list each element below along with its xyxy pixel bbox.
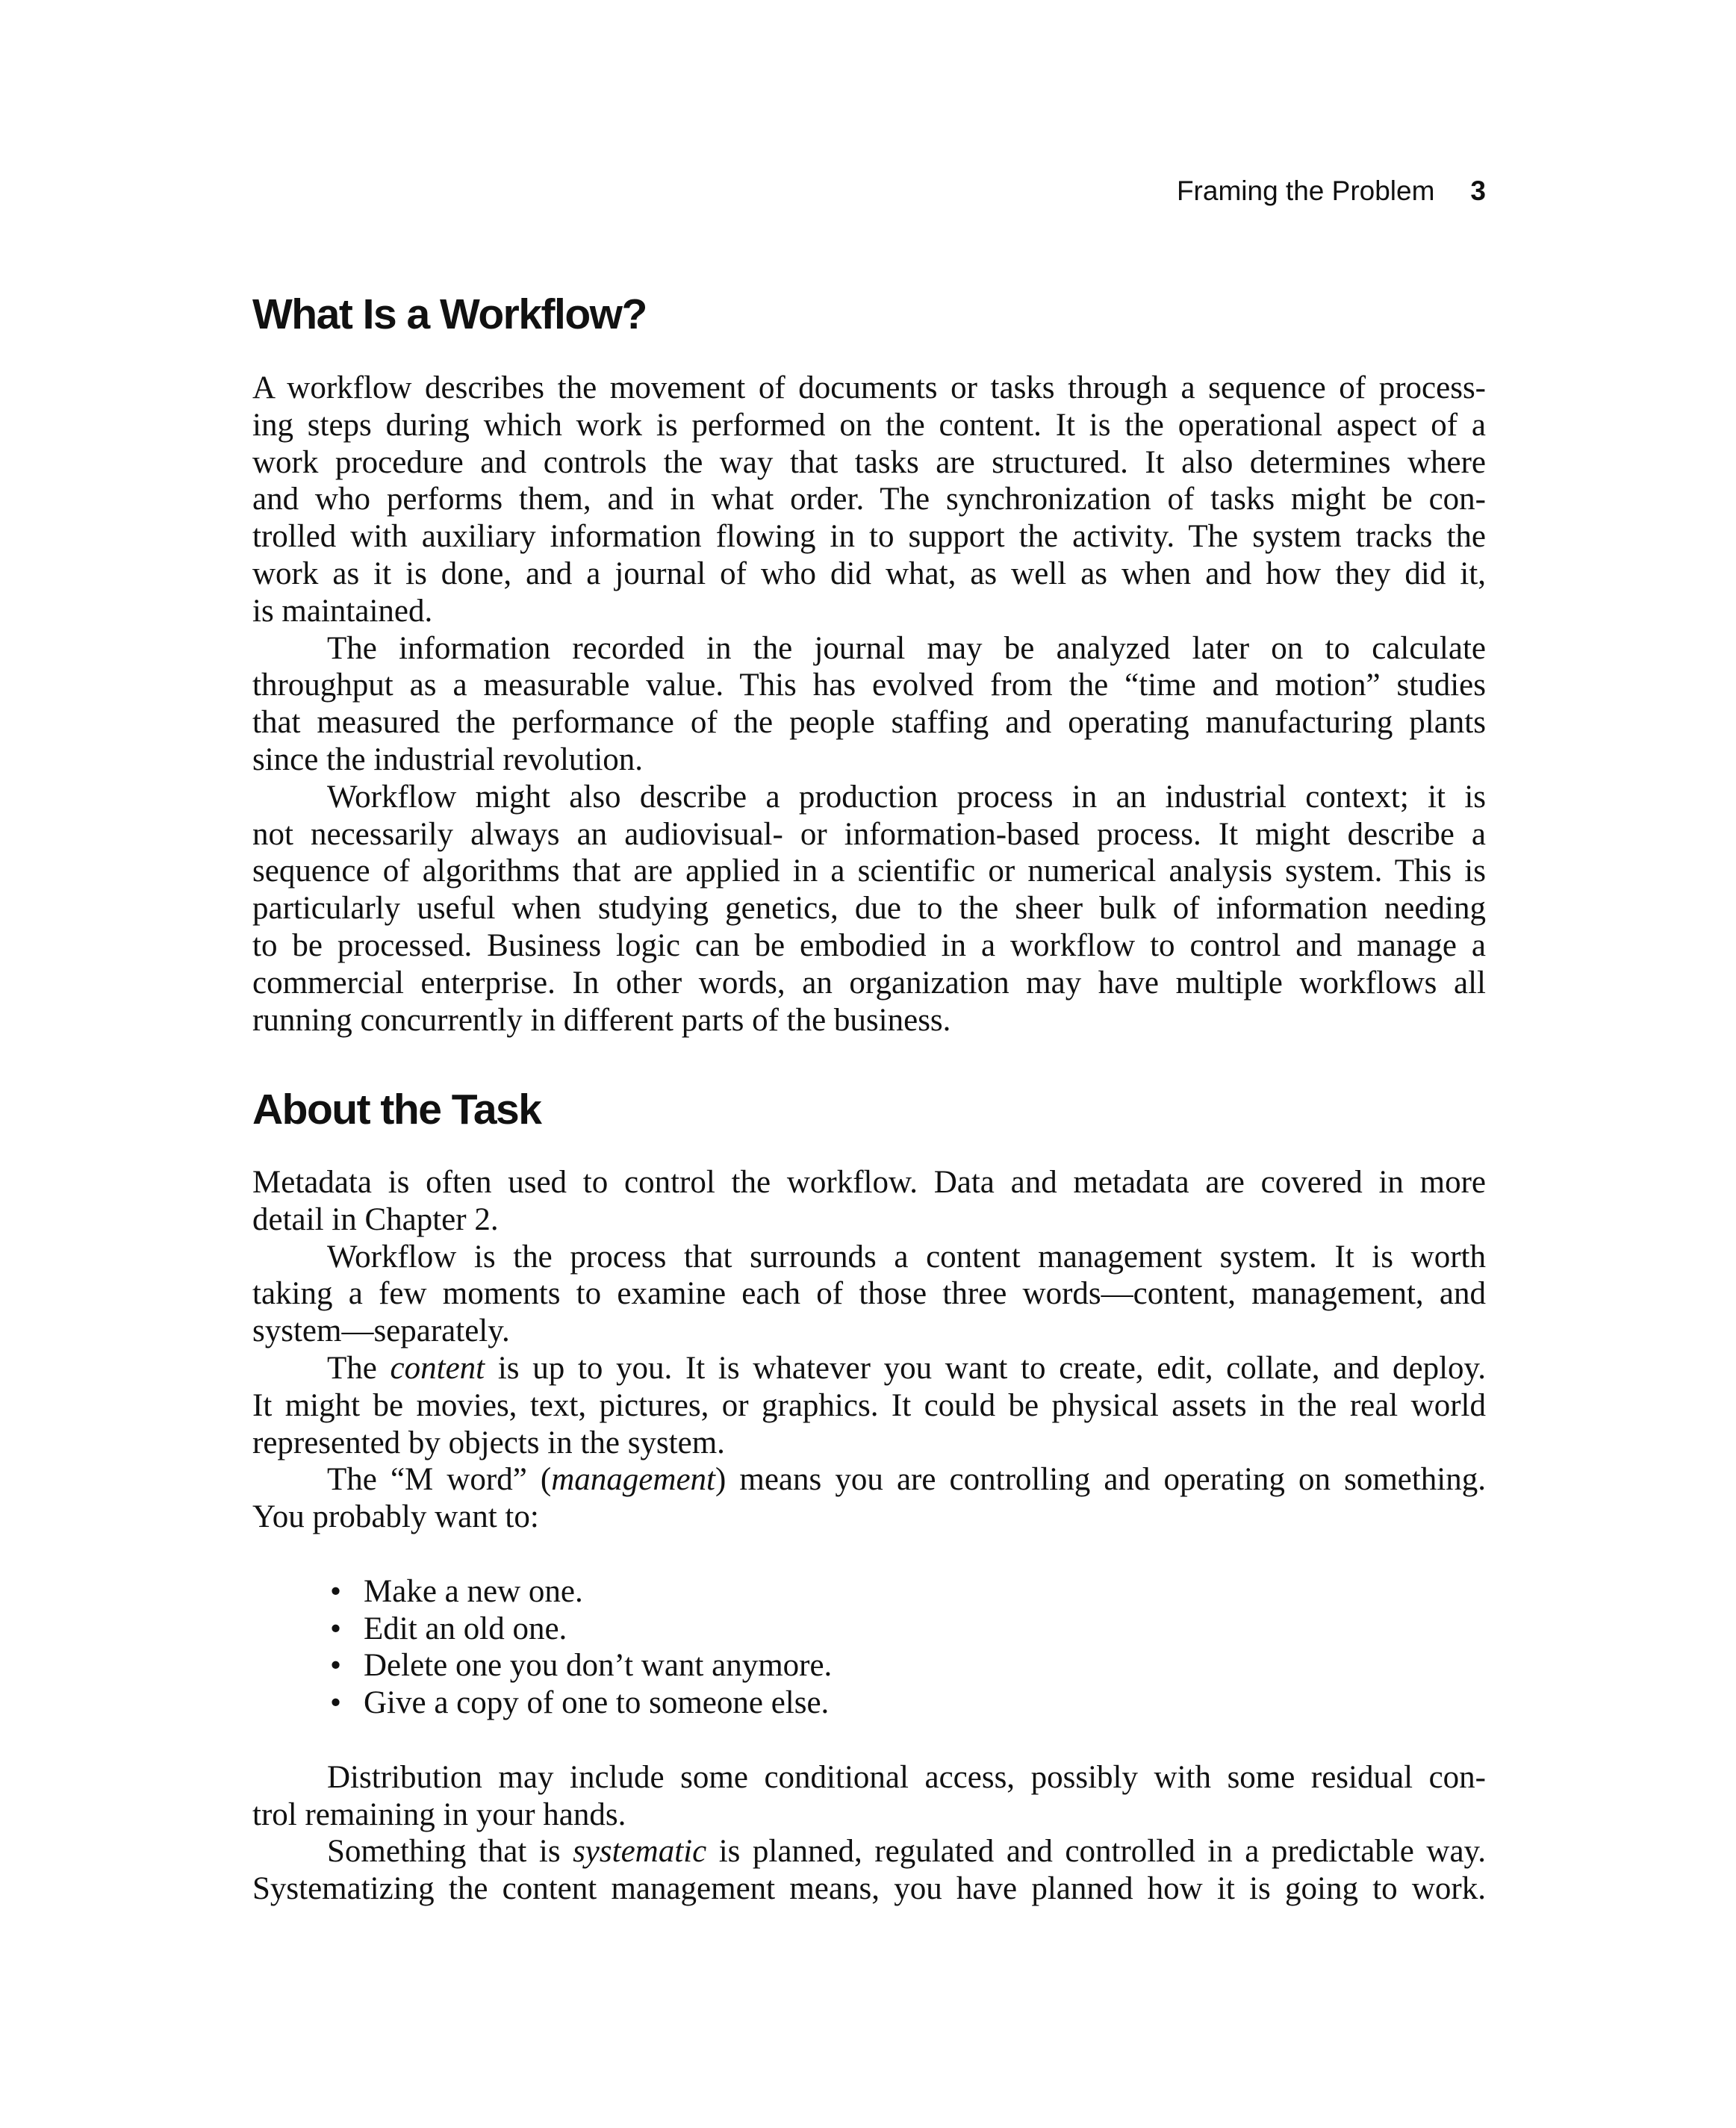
text-line: Distribution may include some conditional access, possibly with some residual con-: [327, 1759, 1486, 1795]
text-line: The information recorded in the journal may be analyzed later on to calculate: [327, 630, 1486, 666]
list-item-text: Delete one you don’t want anymore.: [364, 1648, 833, 1684]
emphasis-text: systematic: [573, 1834, 707, 1870]
text-line: Metadata is often used to control the workflow. Data and metadata are covered in more: [252, 1165, 1486, 1200]
text-line: detail in Chapter 2.: [252, 1201, 499, 1237]
emphasis-text: management: [551, 1462, 715, 1498]
list-item-text: Edit an old one.: [364, 1611, 567, 1646]
paragraph: [252, 1350, 1486, 1461]
text-line: particularly useful when studying genetics, due to the sheer bulk of information needing: [252, 891, 1486, 927]
emphasis-text: content: [390, 1350, 485, 1386]
text-segment: is planned, regulated and controlled in a predictable way.: [706, 1834, 1486, 1870]
running-title: Framing the Problem: [1176, 175, 1435, 206]
paragraph: [252, 1759, 1486, 1834]
text-segment: Something that is: [327, 1834, 573, 1870]
text-line: ing steps during which work is performed on the content. It is the operational aspect of a: [252, 407, 1486, 443]
text-line: [252, 1461, 1486, 1499]
bullet-icon: •: [330, 1611, 342, 1646]
text-line: You probably want to:: [252, 1499, 539, 1535]
text-line: [252, 1350, 1486, 1387]
section-heading-what-is-a-workflow: What Is a Workflow?: [252, 290, 647, 338]
text-segment: ) means you are controlling and operating on something.: [715, 1462, 1487, 1498]
text-line: system—separately.: [252, 1313, 510, 1349]
text-line: [252, 1833, 1486, 1870]
text-line: running concurrently in different parts of the business.: [252, 1002, 951, 1038]
bullet-list: [252, 1573, 1486, 1722]
paragraph: [252, 1164, 1486, 1239]
text-line: Workflow is the process that surrounds a content management system. It is worth: [327, 1239, 1486, 1275]
text-line: commercial enterprise. In other words, an organization may have multiple workflows all: [252, 965, 1486, 1001]
text-line: and who performs them, and in what order. The synchronization of tasks might be con-: [252, 482, 1486, 517]
text-line: not necessarily always an audiovisual- or information-based process. It might describe a: [252, 816, 1486, 852]
text-segment: is up to you. It is whatever you want to create, edit, collate, and deploy.: [485, 1350, 1486, 1386]
text-line: is maintained.: [252, 593, 433, 629]
text-line: trolled with auxiliary information flowing in to support the activity. The system tracks the: [252, 519, 1486, 555]
text-line: Workflow might also describe a production process in an industrial context; it is: [327, 779, 1486, 815]
paragraph: [252, 630, 1486, 779]
section-body-about-the-task: [252, 1164, 1486, 1908]
paragraph: [252, 1239, 1486, 1350]
list-item: [252, 1684, 1486, 1722]
paragraph: [252, 370, 1486, 630]
bullet-icon: •: [330, 1685, 342, 1721]
text-line: It might be movies, text, pictures, or graphics. It could be physical assets in the real world: [252, 1387, 1486, 1423]
list-item: [252, 1573, 1486, 1611]
text-line: sequence of algorithms that are applied in a scientific or numerical analysis system. This is: [252, 853, 1486, 889]
text-line: A workflow describes the movement of documents or tasks through a sequence of process-: [252, 370, 1486, 405]
list-item-text: Give a copy of one to someone else.: [364, 1685, 830, 1721]
list-item: [252, 1647, 1486, 1684]
text-line: that measured the performance of the people staffing and operating manufacturing plants: [252, 705, 1486, 741]
section-body-what-is-a-workflow: [252, 370, 1486, 1039]
page-number: 3: [1470, 175, 1486, 206]
paragraph: [252, 779, 1486, 1039]
text-line: since the industrial revolution.: [252, 741, 644, 777]
text-segment: The “M word” (: [327, 1462, 552, 1498]
section-heading-about-the-task: About the Task: [252, 1086, 541, 1133]
list-item: [252, 1611, 1486, 1648]
text-line: Systematizing the content management means, you have planned how it is going to work.: [252, 1871, 1486, 1907]
text-line: work as it is done, and a journal of who did what, as well as when and how they did it,: [252, 556, 1486, 591]
running-header: [1177, 172, 1486, 211]
text-segment: The: [327, 1350, 391, 1386]
paragraph: [252, 1461, 1486, 1536]
paragraph: [252, 1833, 1486, 1908]
bullet-icon: •: [330, 1573, 342, 1609]
text-line: work procedure and controls the way that tasks are structured. It also determines where: [252, 444, 1486, 480]
text-line: represented by objects in the system.: [252, 1425, 725, 1460]
text-line: to be processed. Business logic can be embodied in a workflow to control and manage a: [252, 927, 1486, 963]
bullet-icon: •: [330, 1648, 342, 1684]
text-line: taking a few moments to examine each of those three words—content, management, and: [252, 1276, 1486, 1312]
text-line: throughput as a measurable value. This has evolved from the “time and motion” studies: [252, 668, 1486, 703]
text-line: trol remaining in your hands.: [252, 1796, 626, 1832]
list-item-text: Make a new one.: [364, 1573, 583, 1609]
